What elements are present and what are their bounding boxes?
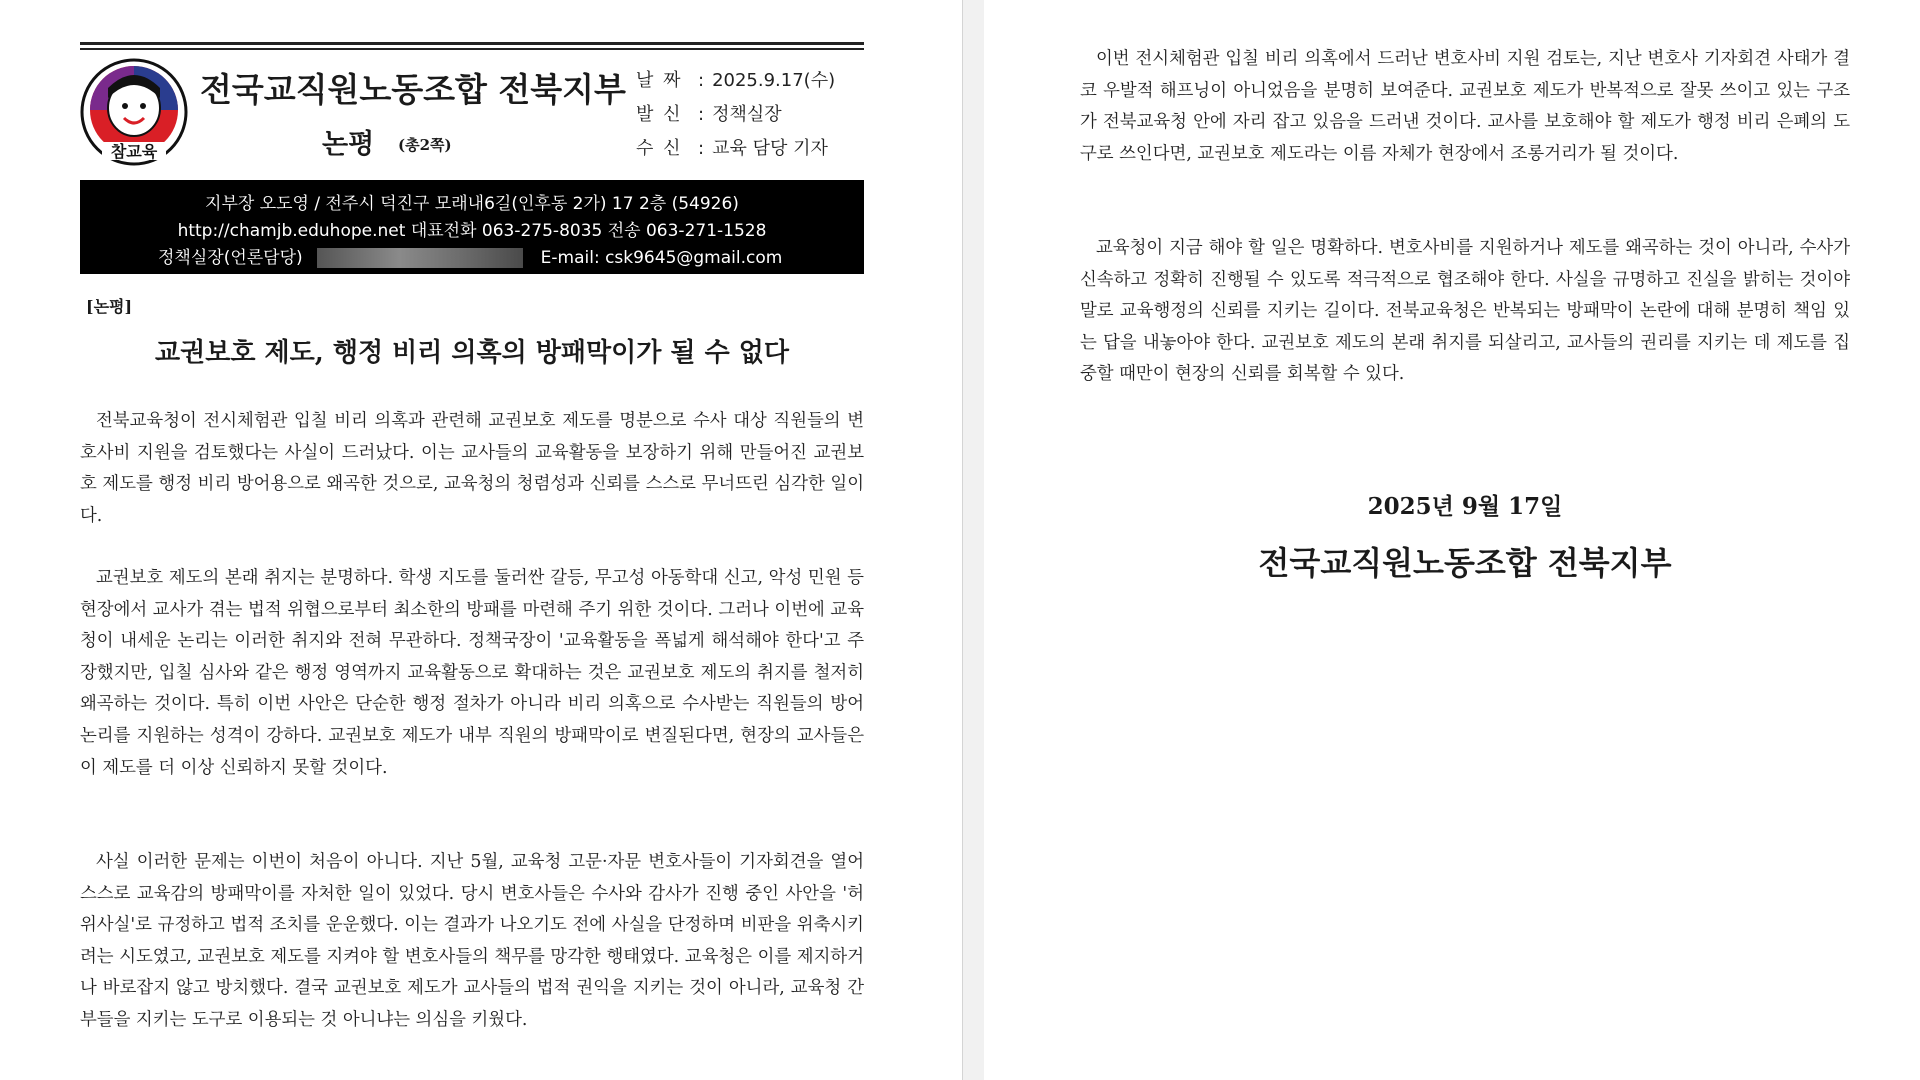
meta-date: 날 짜 : 2025.9.17(수) bbox=[636, 66, 835, 92]
meta-key: 수 신 bbox=[636, 138, 683, 159]
contact-address: 지부장 오도영 / 전주시 덕진구 모래내6길(인후동 2가) 17 2층 (54926) bbox=[205, 194, 739, 214]
page-count: (총2쪽) bbox=[398, 136, 452, 154]
paragraph-text: 교권보호 제도의 본래 취지는 분명하다. 학생 지도를 둘러싼 갈등, 무고성 아동학대 신고, 악성 민원 등 현장에서 교사가 겪는 법적 위협으로부터 최소한의 방패를 마련해 주기 위한 것이다. 그러나 이번에 교육청이 내세운 논리는 이러한 취지와 전혀 무관하다. 정책국장이 '교육활동을 폭넓게 해석해야 한다'고 주장했지만, 입칠 심사와 같은 행정 영역까지 교육활동으로 확대하는 것은 교권보호 제도의 취지를 철저히 왜곡하는 것이다. 특히 이번 사안은 단순한 행정 절차가 아니라 비리 의혹으로 수사받는 직원들의 방어 논리를 지원하는 성격이 강하다. 교권보호 제도가 내부 직원의 방패막이로 변질된다면, 현장의 교사들은 이 제도를 더 이상 신뢰하지 못할 것이다. bbox=[80, 568, 864, 778]
meta-key: 발 신 bbox=[636, 104, 683, 125]
union-logo bbox=[80, 58, 188, 166]
paragraph-text: 사실 이러한 문제는 이번이 처음이 아니다. 지난 5월, 교육청 고문·자문 변호사들이 기자회견을 열어 스스로 교육감의 방패막이를 자처한 일이 있었다. 당시 변호사들은 수사와 감사가 진행 중인 사안을 '허위사실'로 규정하고 법적 조치를 운운했다. 이는 결과가 나오기도 전에 사실을 단정하며 비판을 위축시키려는 시도였고, 교권보호 제도를 지켜야 할 변호사들의 책무를 망각한 행태였다. 교육청은 이를 제지하거나 바로잡지 않고 방치했다. 결국 교권보호 제도가 교사들의 법적 권익을 지키는 것이 아니라, 교육청 간부들을 지키는 도구로 이용되는 것 아니냐는 의심을 키웠다. bbox=[80, 852, 864, 1030]
contact-phone: http://chamjb.eduhope.net 대표전화 063-275-8035 전송 063-271-1528 bbox=[177, 221, 767, 241]
article-title: 교권보호 제도, 행정 비리 의혹의 방패막이가 될 수 없다 bbox=[154, 338, 790, 368]
paragraph bbox=[80, 563, 864, 784]
paragraph-text: 교육청이 지금 해야 할 일은 명확하다. 변호사비를 지원하거나 제도를 왜곡하는 것이 아니라, 수사가 신속하고 정확히 진행될 수 있도록 적극적으로 협조해야 한다. 사실을 규명하고 진실을 밝히는 것이야말로 교육행정의 신뢰를 지키는 길이다. 전북교육청은 반복되는 방패막이 논란에 대해 분명히 책임 있는 답을 내놓아야 한다. 교권보호 제도의 본래 취지를 되살리고, 교사들의 권리를 지키는 데 제도를 집중할 때만이 현장의 신뢰를 회복할 수 있다. bbox=[1080, 238, 1851, 385]
meta-value: 교육 담당 기자 bbox=[712, 138, 828, 159]
contact-email-line bbox=[158, 243, 782, 268]
signature-date: 2025년 9월 17일 bbox=[1367, 493, 1563, 520]
meta-value: 정책실장 bbox=[712, 104, 782, 125]
page-gutter bbox=[962, 0, 986, 1080]
signature-organization: 전국교직원노동조합 전북지부 bbox=[1258, 544, 1672, 582]
paragraph-text: 이번 전시체험관 입칠 비리 의혹에서 드러난 변호사비 지원 검토는, 지난 변호사 기자회견 사태가 결코 우발적 해프닝이 아니었음을 분명히 보여준다. 교권보호 제도가 반복적으로 잘못 쓰이고 있는 구조가 전북교육청 안에 자리 잡고 있음을 드러낸 것이다. 교사를 보호해야 할 제도가 행정 비리 은폐의 도구로 쓰인다면, 교권보호 제도라는 이름 자체가 현장에서 조롱거리가 될 것이다. bbox=[1080, 49, 1851, 164]
contact-email: E-mail: csk9645@gmail.com bbox=[540, 248, 783, 268]
meta-key: 날 짜 bbox=[636, 70, 683, 91]
document-kind: 논평 bbox=[322, 129, 375, 160]
paragraph bbox=[80, 406, 864, 532]
paragraph bbox=[1080, 44, 1850, 170]
header-rule bbox=[80, 42, 864, 45]
meta-sender: 발 신 : 정책실장 bbox=[636, 100, 782, 126]
meta-recipient: 수 신 : 교육 담당 기자 bbox=[636, 134, 828, 160]
organization-title: 전국교직원노동조합 전북지부 bbox=[200, 70, 626, 109]
document-page-2 bbox=[984, 0, 1920, 1080]
paragraph bbox=[80, 847, 864, 1037]
meta-value: 2025.9.17(수) bbox=[712, 70, 836, 91]
section-tag: [논평] bbox=[86, 297, 133, 316]
svg-text:참교육: 참교육 bbox=[110, 142, 158, 161]
contact-box bbox=[80, 180, 864, 274]
contact-label: 정책실장(언론담당) bbox=[158, 248, 303, 268]
paragraph-text: 전북교육청이 전시체험관 입칠 비리 의혹과 관련해 교권보호 제도를 명분으로 수사 대상 직원들의 변호사비 지원을 검토했다는 사실이 드러났다. 이는 교사들의 교육활동을 보장하기 위해 만들어진 교권보호 제도를 행정 비리 방어용으로 왜곡한 것으로, 교육청의 청렴성과 신뢰를 스스로 무너뜨린 심각한 일이다. bbox=[80, 411, 864, 526]
header-rule bbox=[80, 48, 864, 50]
redacted-phone bbox=[317, 248, 523, 268]
paragraph bbox=[1080, 233, 1850, 391]
